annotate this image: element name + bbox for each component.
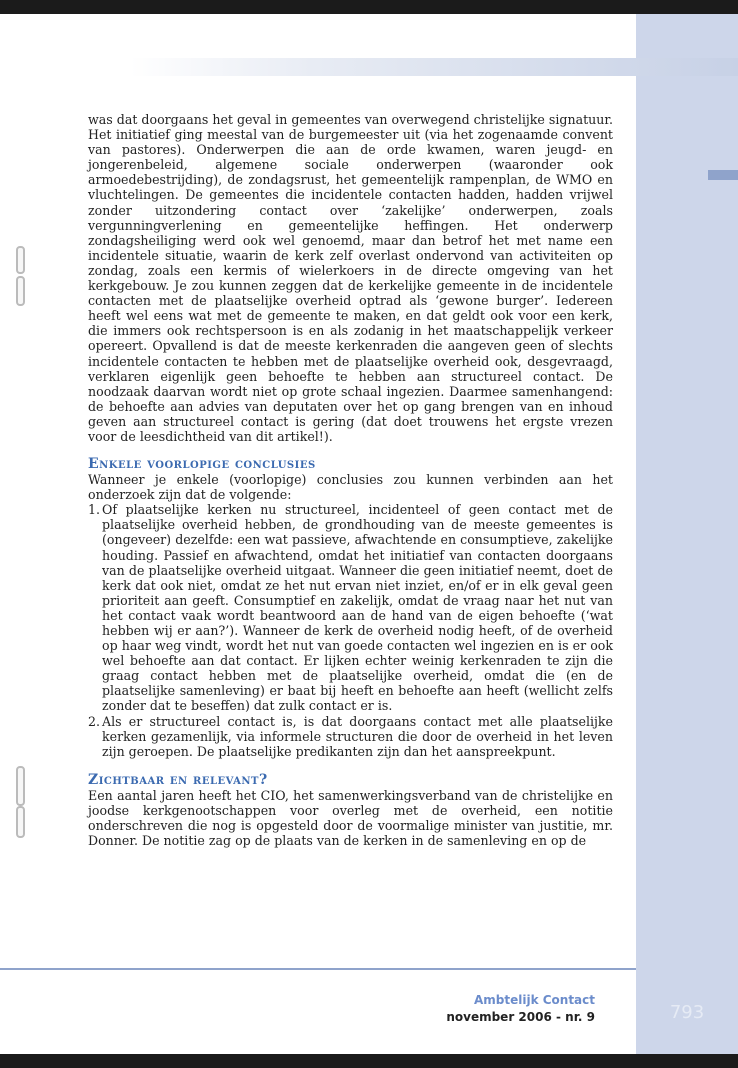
footer-rule (0, 968, 636, 970)
page-number: 793 (669, 1002, 705, 1023)
list-item (88, 714, 613, 759)
publication-info (446, 992, 595, 1026)
publication-name: Ambtelijk Contact (473, 993, 595, 1007)
issue-label: november 2006 - nr. 9 (446, 1010, 595, 1024)
binding-ring-top-1 (16, 246, 25, 274)
paragraph-conclusions-intro: Wanneer je enkele (voorlopige) conclusies zou kunnen verbinden aan het onderzoek zijn dat de volgende: (88, 472, 613, 503)
header-gradient-band (130, 58, 738, 76)
binding-ring-top-2 (16, 276, 25, 306)
list-item-text: Als er structureel contact is, is dat doorgaans contact met alle plaatselijke kerken gezamenlijk, via informele structuren die door de overheid in het leven zijn geroepen. De plaatselijke predikanten zijn dan het aanspreekpunt. (102, 713, 613, 759)
binding-ring-bottom-1 (16, 766, 25, 806)
binding-ring-bottom-2 (16, 806, 25, 838)
article-body (88, 112, 613, 848)
list-item-number: 2. (88, 713, 101, 729)
list-item-text: Of plaatselijke kerken nu structureel, incidenteel of geen contact met de plaatselijke overheid hebben, de grondhouding van de meeste gemeentes is (ongeveer) dezelfde: een wat passieve, afwachtende en consumptieve, zakelijke houding. Passief en afwachtend, omdat het initiatief van contacten doorgaans van de plaatselijke overheid uitgaat. Wanneer die geen initiatief neemt, doet de kerk dat ook niet, omdat ze het nut ervan niet inziet, en/of er in elk geval geen prioriteit aan geeft. Consumptief en zakelijk, omdat de vraag naar het nut van het contact vaak wordt beantwoord aan de hand van de eigen behoefte (‘wat hebben wij er aan?’). Wanneer de kerk de overheid nodig heeft, of de overheid op haar weg vindt, wordt het nut van goede contacten wel ingezien en is er ook wel behoefte aan dat contact. Er lijken echter weinig kerkenraden te zijn die graag contact hebben met de plaatselijke overheid, omdat die (en de plaatselijke samenleving) er baat bij heeft en behoefte aan heeft (wellicht zelfs zonder dat te beseffen) dat zulk contact er is. (102, 502, 613, 714)
top-border (0, 0, 738, 14)
list-item-number: 1. (88, 502, 101, 518)
section-heading-relevance: Zichtbaar en relevant? (88, 771, 268, 788)
paragraph-intro: was dat doorgaans het geval in gemeentes van overwegend christelijke signatuur. Het initiatief ging meestal van de burgemeester uit (via het zogenaamde convent van pastores). Onderwerpen die aan de orde kwamen, waren jeugd- en jongerenbeleid, algemene sociale onderwerpen (waaronder ook armoedebestrijding), de zondagsrust, het gemeentelijk rampenplan, de WMO en vluchtelingen. De gemeentes die incidentele contacten hadden, hadden vrijwel zonder uitzondering contact over ‘zakelijke’ onderwerpen, zoals vergunningverlening en gemeentelijke heffingen. Het onderwerp zondagsheiliging werd ook wel genoemd, maar dan betrof het met name een incidentele situatie, waarin de kerk zelf overlast ondervond van activiteiten op zondag, zoals een kermis of wielerkoers in de directe omgeving van het kerkgebouw. Je zou kunnen zeggen dat de kerkelijke gemeente in de incidentele contacten met de plaatselijke overheid optrad als ‘gewone burger’. Iedereen heeft wel eens wat met de gemeente te maken, en dat geldt ook voor een kerk, die immers ook rechtspersoon is en als zodanig in het maatschappelijk verkeer opereert. Opvallend is dat de meeste kerkenraden die aangeven geen of slechts incidentele contacten te hebben met de plaatselijke overheid ook, desgevraagd, verklaren eigenlijk geen behoefte te hebben aan structureel contact. De noodzaak daarvan wordt niet op grote schaal ingezien. Daarmee samenhangend: de behoefte aan advies van deputaten over het op gang brengen van en inhoud geven aan structureel contact is gering (dat doet trouwens het ergste vrezen voor de leesdichtheid van dit artikel!). (88, 112, 613, 444)
list-item (88, 502, 613, 713)
paragraph-cio: Een aantal jaren heeft het CIO, het samenwerkingsverband van de christelijke en joodse kerkgenootschappen voor overleg met de overheid, een notitie onderschreven die nog is opgesteld door de voormalige minister van justitie, mr. Donner. De notitie zag op de plaats van de kerken in de samenleving en op de (88, 787, 613, 849)
bottom-border (0, 1054, 738, 1068)
conclusions-list (88, 502, 613, 759)
section-heading-conclusions: Enkele voorlopige conclusies (88, 456, 316, 473)
side-strip-marker (708, 170, 738, 180)
